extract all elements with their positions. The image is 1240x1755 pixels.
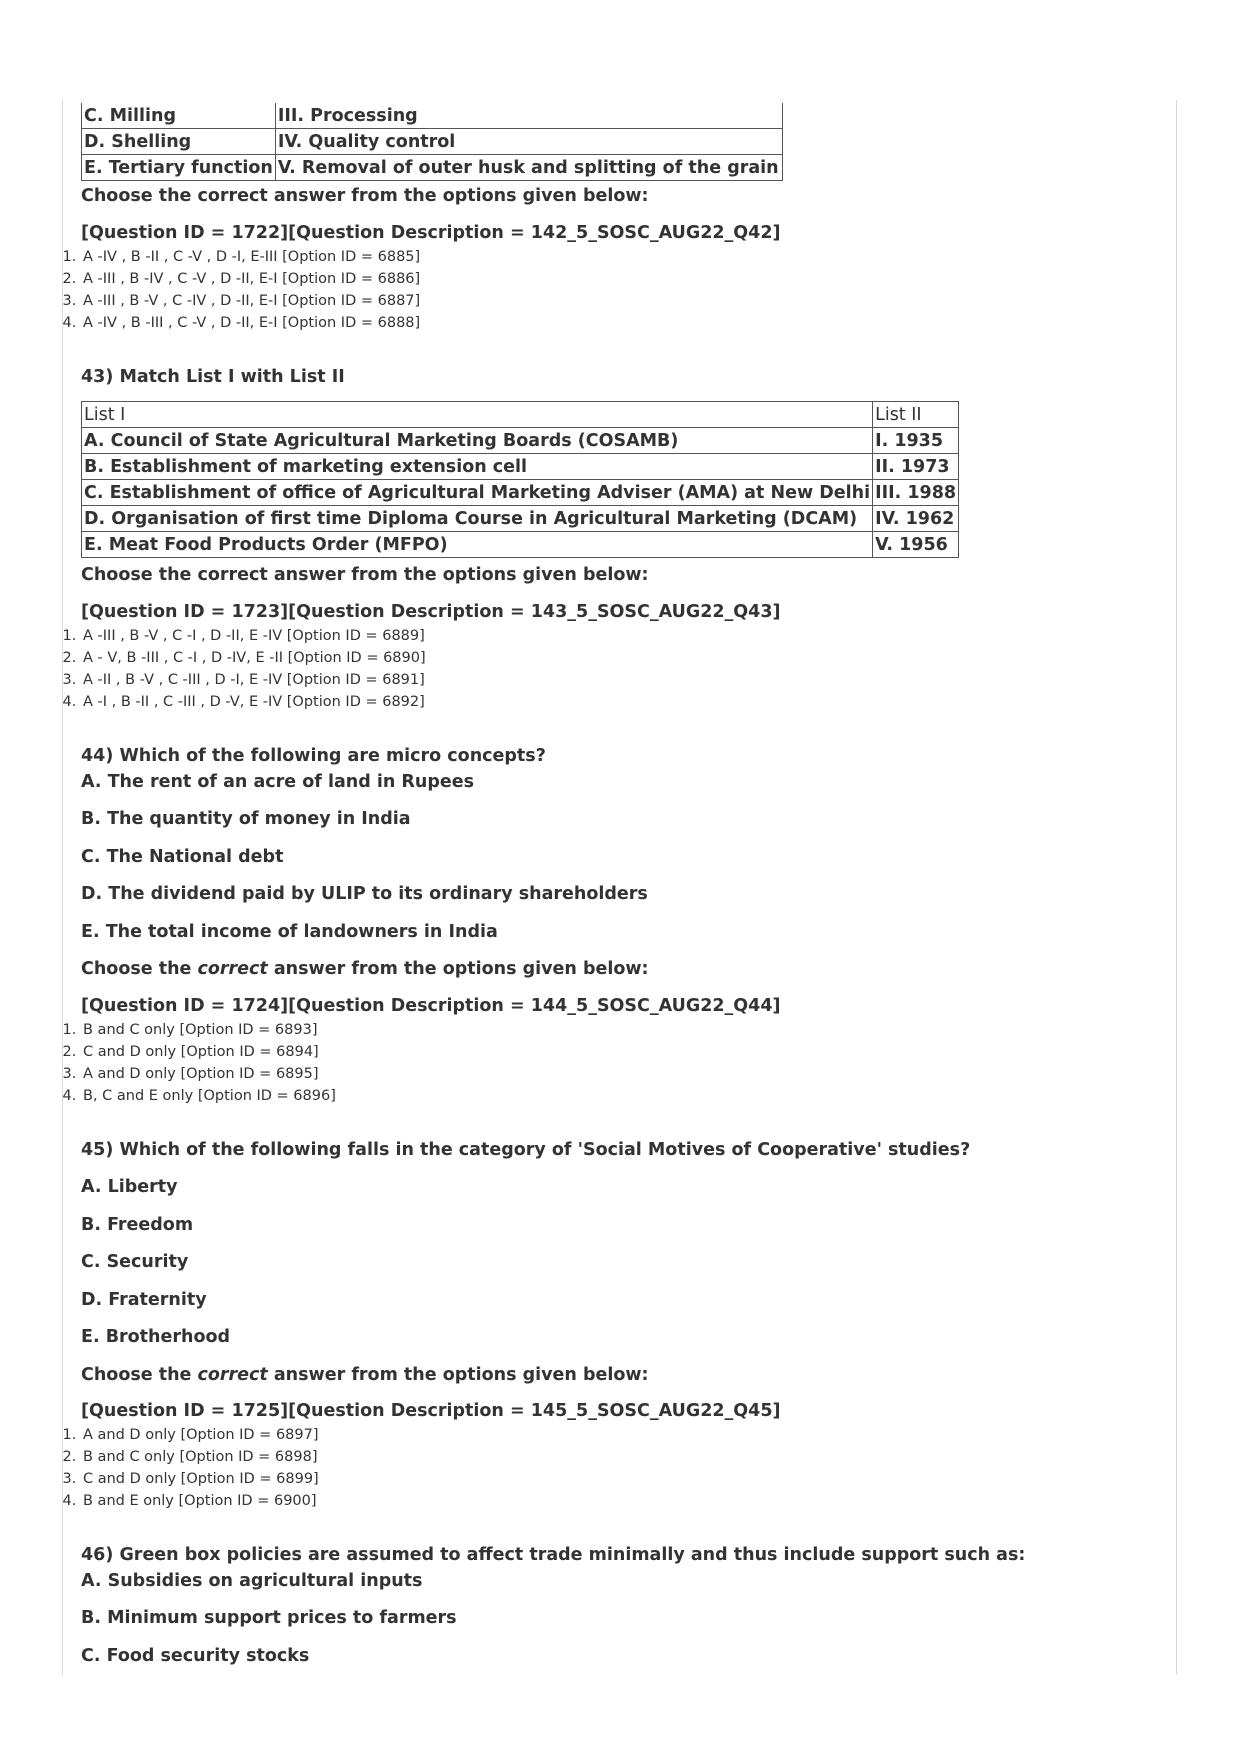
table-cell: III. 1988 bbox=[873, 480, 959, 506]
table-cell: IV. Quality control bbox=[275, 129, 782, 155]
table-row bbox=[82, 155, 783, 181]
table-cell: E. Tertiary function bbox=[82, 155, 276, 181]
right-page-border bbox=[1176, 100, 1177, 1675]
table-row bbox=[82, 402, 959, 428]
q43-question-id: [Question ID = 1723][Question Description = 143_5_SOSC_AUG22_Q43] bbox=[81, 602, 781, 622]
option-item[interactable]: 3. A and D only [Option ID = 6895] bbox=[81, 1063, 336, 1085]
q44-statement: E. The total income of landowners in India bbox=[81, 922, 498, 942]
q44-statement: A. The rent of an acre of land in Rupees bbox=[81, 772, 475, 792]
q45-statement: C. Security bbox=[81, 1252, 189, 1272]
table-cell: D. Organisation of first time Diploma Course in Agricultural Marketing (DCAM) bbox=[82, 506, 873, 532]
q44-question-id: [Question ID = 1724][Question Description = 144_5_SOSC_AUG22_Q44] bbox=[81, 996, 781, 1016]
q43-title: 43) Match List I with List II bbox=[81, 367, 345, 387]
q46-statement: C. Food security stocks bbox=[81, 1646, 310, 1666]
q44-statement: D. The dividend paid by ULIP to its ordinary shareholders bbox=[81, 884, 648, 904]
instruction-emphasis: correct bbox=[197, 959, 268, 979]
q46-statement: B. Minimum support prices to farmers bbox=[81, 1608, 457, 1628]
option-item[interactable]: 1. A -III , B -V , C -I , D -II, E -IV [Option ID = 6889] bbox=[81, 625, 426, 647]
q44-statement: C. The National debt bbox=[81, 847, 284, 867]
table-cell: V. Removal of outer husk and splitting of the grain bbox=[275, 155, 782, 181]
table-cell: II. 1973 bbox=[873, 454, 959, 480]
option-item[interactable]: 4. A -IV , B -III , C -V , D -II, E-I [Option ID = 6888] bbox=[81, 312, 420, 334]
q46-title: 46) Green box policies are assumed to affect trade minimally and thus include support such as: bbox=[81, 1545, 1026, 1565]
instruction-text: Choose the bbox=[81, 959, 198, 979]
table-row bbox=[82, 428, 959, 454]
table-header-cell: List II bbox=[873, 402, 959, 428]
q42-instruction: Choose the correct answer from the options given below: bbox=[81, 186, 649, 206]
table-cell: C. Establishment of office of Agricultural Marketing Adviser (AMA) at New Delhi bbox=[82, 480, 873, 506]
table-cell: V. 1956 bbox=[873, 532, 959, 558]
option-item[interactable]: 3. A -II , B -V , C -III , D -I, E -IV [Option ID = 6891] bbox=[81, 669, 426, 691]
q45-instruction bbox=[81, 1364, 649, 1386]
table-row bbox=[82, 506, 959, 532]
option-item[interactable]: 2. B and C only [Option ID = 6898] bbox=[81, 1446, 319, 1468]
q44-statement: B. The quantity of money in India bbox=[81, 809, 411, 829]
q44-title: 44) Which of the following are micro concepts? bbox=[81, 746, 546, 766]
option-item[interactable]: 4. B and E only [Option ID = 6900] bbox=[81, 1490, 319, 1512]
q45-question-id: [Question ID = 1725][Question Description = 145_5_SOSC_AUG22_Q45] bbox=[81, 1401, 781, 1421]
table-row bbox=[82, 103, 783, 129]
table-cell: C. Milling bbox=[82, 103, 276, 129]
q43-options bbox=[58, 625, 426, 713]
table-row bbox=[82, 480, 959, 506]
option-item[interactable]: 3. C and D only [Option ID = 6899] bbox=[81, 1468, 319, 1490]
option-item[interactable]: 1. A -IV , B -II , C -V , D -I, E-III [Option ID = 6885] bbox=[81, 246, 420, 268]
instruction-text: answer from the options given below: bbox=[267, 1365, 649, 1385]
instruction-emphasis: correct bbox=[197, 1365, 268, 1385]
instruction-text: Choose the bbox=[81, 1365, 198, 1385]
option-item[interactable]: 4. A -I , B -II , C -III , D -V, E -IV [Option ID = 6892] bbox=[81, 691, 426, 713]
table-cell: III. Processing bbox=[275, 103, 782, 129]
q42-options bbox=[58, 246, 420, 334]
table-cell: IV. 1962 bbox=[873, 506, 959, 532]
table-cell: D. Shelling bbox=[82, 129, 276, 155]
q44-options bbox=[58, 1019, 336, 1107]
table-row bbox=[82, 129, 783, 155]
option-item[interactable]: 2. A - V, B -III , C -I , D -IV, E -II [Option ID = 6890] bbox=[81, 647, 426, 669]
q44-instruction bbox=[81, 958, 649, 980]
table-cell: E. Meat Food Products Order (MFPO) bbox=[82, 532, 873, 558]
q45-statement: A. Liberty bbox=[81, 1177, 178, 1197]
option-item[interactable]: 1. A and D only [Option ID = 6897] bbox=[81, 1424, 319, 1446]
option-item[interactable]: 2. A -III , B -IV , C -V , D -II, E-I [Option ID = 6886] bbox=[81, 268, 420, 290]
q43-instruction: Choose the correct answer from the options given below: bbox=[81, 565, 649, 585]
q43-match-table bbox=[81, 401, 959, 558]
option-item[interactable]: 3. A -III , B -V , C -IV , D -II, E-I [Option ID = 6887] bbox=[81, 290, 420, 312]
option-item[interactable]: 1. B and C only [Option ID = 6893] bbox=[81, 1019, 336, 1041]
q42-match-table bbox=[81, 103, 783, 181]
q45-statement: D. Fraternity bbox=[81, 1290, 207, 1310]
q45-statement: B. Freedom bbox=[81, 1215, 194, 1235]
table-header-cell: List I bbox=[82, 402, 873, 428]
table-cell: A. Council of State Agricultural Marketing Boards (COSAMB) bbox=[82, 428, 873, 454]
table-row bbox=[82, 454, 959, 480]
q46-statement: A. Subsidies on agricultural inputs bbox=[81, 1571, 423, 1591]
q45-statement: E. Brotherhood bbox=[81, 1327, 231, 1347]
option-item[interactable]: 2. C and D only [Option ID = 6894] bbox=[81, 1041, 336, 1063]
instruction-text: answer from the options given below: bbox=[267, 959, 649, 979]
table-cell: B. Establishment of marketing extension cell bbox=[82, 454, 873, 480]
q45-title: 45) Which of the following falls in the category of 'Social Motives of Cooperative' studies? bbox=[81, 1140, 971, 1160]
q45-options bbox=[58, 1424, 319, 1512]
option-item[interactable]: 4. B, C and E only [Option ID = 6896] bbox=[81, 1085, 336, 1107]
table-row bbox=[82, 532, 959, 558]
q42-question-id: [Question ID = 1722][Question Description = 142_5_SOSC_AUG22_Q42] bbox=[81, 223, 781, 243]
table-cell: I. 1935 bbox=[873, 428, 959, 454]
